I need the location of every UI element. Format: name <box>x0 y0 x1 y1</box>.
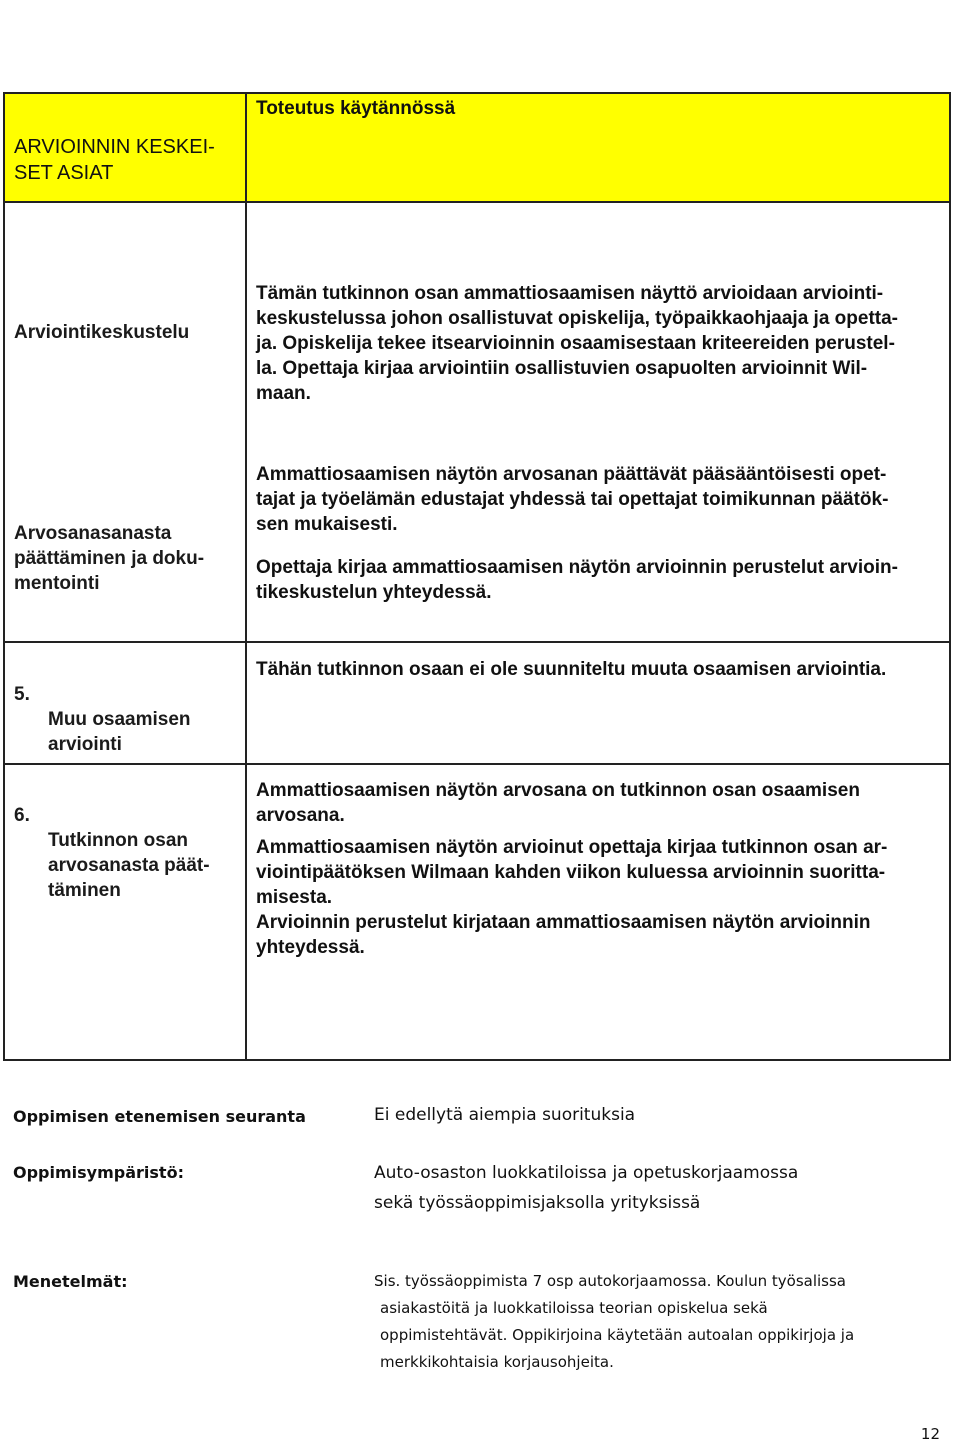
row-label-arvosana: Arvosanasanasta päättäminen ja doku- mentointi <box>14 523 205 594</box>
methods-value-rest: asiakastöitä ja luokkatiloissa teorian opiskelua sekä oppimistehtävät. Oppikirjoina käytetään autoalan oppikirjoja ja merkkikohtaisia korjausohjeita. <box>380 1299 855 1371</box>
row-label-text: Muu osaamisen arviointi <box>48 709 191 755</box>
row-divider <box>5 641 949 643</box>
assessment-table <box>3 92 951 1061</box>
progress-label: Oppimisen etenemisen seuranta <box>13 1107 306 1126</box>
row-text-arvosana-2: Opettaja kirjaa ammattiosaamisen näytön arvioinnin perustelut arvioin- tikeskustelun yhteydessä. <box>256 557 898 603</box>
row-text-arvosana-1: Ammattiosaamisen näytön arvosanan päättävät pääsääntöisesti opet- tajat ja työelämän edustajat yhdessä tai opettajat toimikunnan päätök- sen mukaisesti. <box>256 464 889 535</box>
row-text-muu-osaaminen: Tähän tutkinnon osaan ei ole suunniteltu muuta osaamisen arviointia. <box>256 659 887 680</box>
environment-value: Auto-osaston luokkatiloissa ja opetuskorjaamossa sekä työssäoppimisjaksolla yrityksissä <box>374 1163 799 1213</box>
row-label-text: Tutkinnon osan arvosanasta päät- täminen <box>48 830 210 901</box>
row-number: 5. <box>14 684 30 705</box>
row-label-muu-osaaminen <box>14 657 239 782</box>
environment-label: Oppimisympäristö: <box>13 1163 184 1182</box>
column-divider <box>245 94 247 1059</box>
row-text-arviointikeskustelu: Tämän tutkinnon osan ammattiosaamisen näyttö arvioidaan arviointi- keskustelussa johon osallistuvat opiskelija, työpaikkaohjaaja ja opetta- ja. Opiskelija tekee itsearvioinnin osaamisestaan kriteereiden perustel- la. Opettaja kirjaa arviointiin osallistuvien osapuolten arvioinnit Wil- maan. <box>256 283 899 404</box>
header-right: Toteutus käytännössä <box>256 98 456 119</box>
row-label-tutkinnon-osa <box>14 778 239 928</box>
row-text-tutkinnon-osa-2: Ammattiosaamisen näytön arvioinut opettaja kirjaa tutkinnon osan ar- viointipäätöksen Wilmaan kahden viikon kuluessa arvioinnin suoritta- misesta. Arvioinnin perustelut kirjataan ammattiosaamisen näytön arvioinnin yhteydessä. <box>256 837 888 958</box>
page-number: 12 <box>920 1425 940 1443</box>
row-text-tutkinnon-osa-1: Ammattiosaamisen näytön arvosana on tutkinnon osan osaamisen arvosana. <box>256 780 860 826</box>
progress-value: Ei edellytä aiempia suorituksia <box>374 1105 636 1125</box>
row-divider <box>5 201 949 203</box>
row-number: 6. <box>14 805 30 826</box>
methods-label: Menetelmät: <box>13 1272 128 1291</box>
header-left: ARVIOINNIN KESKEI- SET ASIAT <box>14 136 215 184</box>
methods-value-first: Sis. työssäoppimista 7 osp autokorjaamossa. Koulun työsalissa <box>374 1272 846 1290</box>
row-label-arviointikeskustelu: Arviointikeskustelu <box>14 322 190 343</box>
